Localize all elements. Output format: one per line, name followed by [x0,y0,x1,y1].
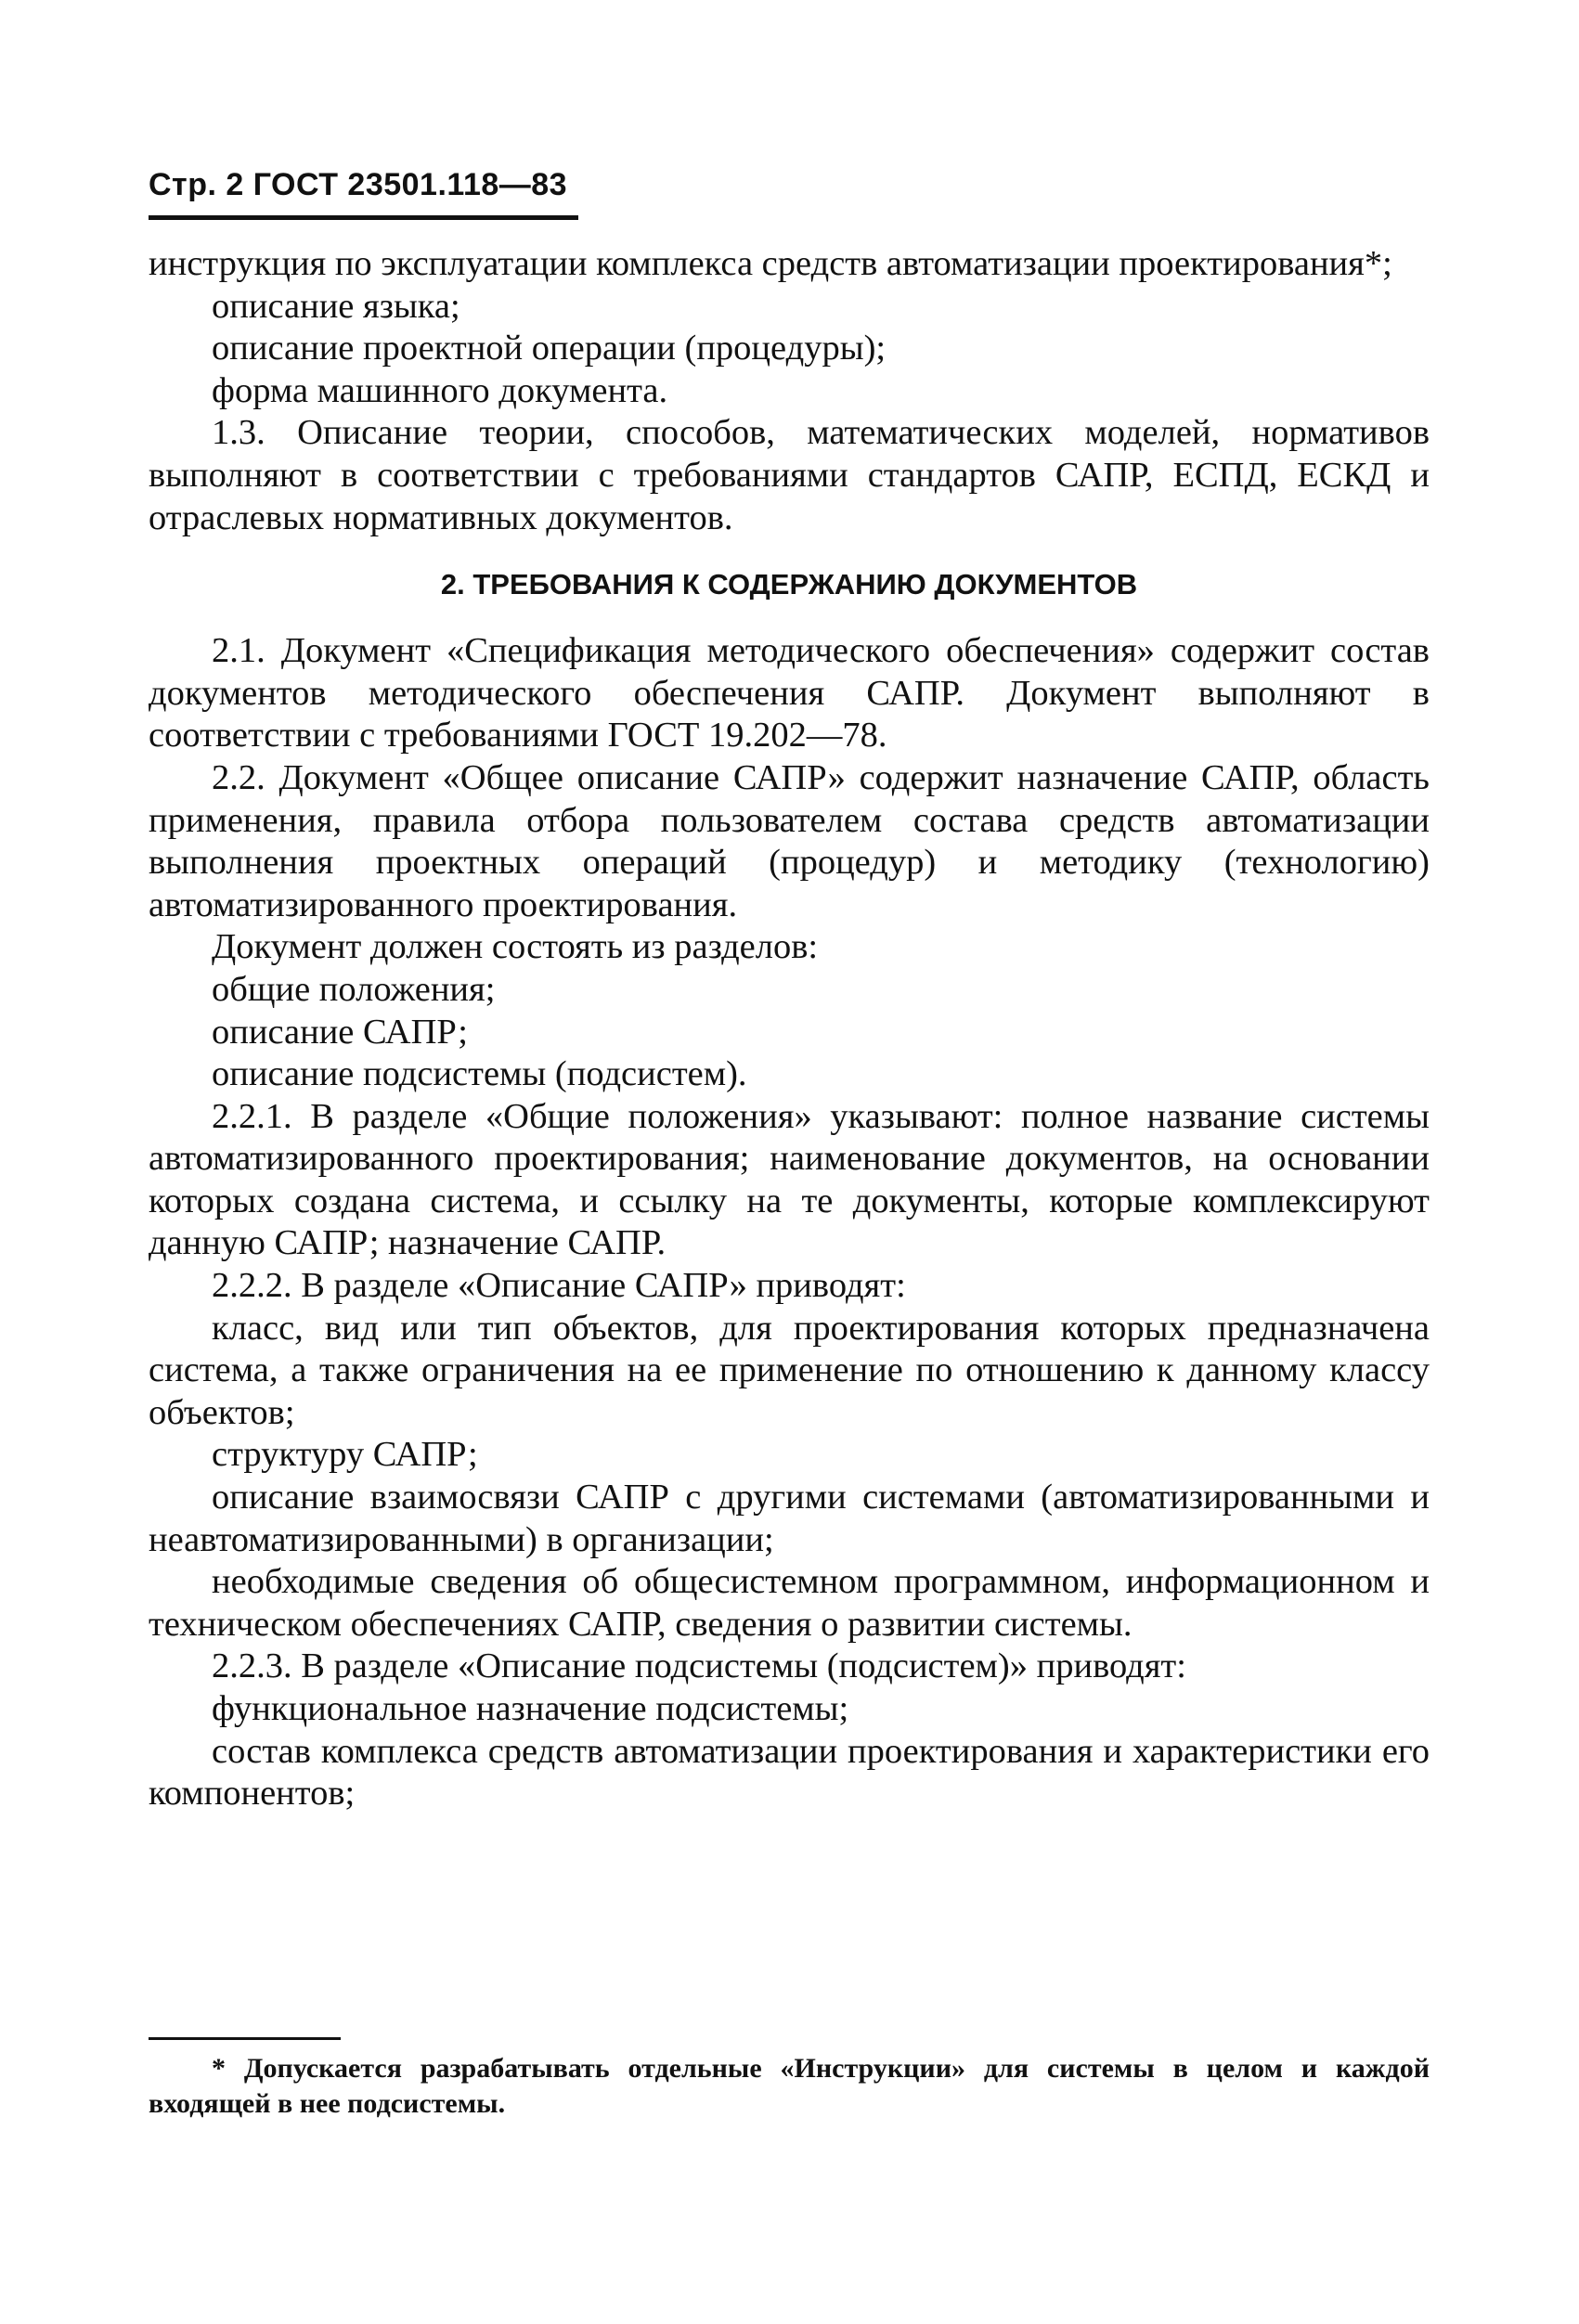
page-header: Стр. 2 ГОСТ 23501.118—83 [149,167,568,202]
clause-2-2-3: 2.2.3. В разделе «Описание подсистемы (подсистем)» приводят: [212,1646,1186,1686]
list-item: класс, вид или тип объектов, для проектирования которых предназначена система, а также ограничения на ее применение по отношению к данному классу объектов; [149,1308,1430,1432]
clause-2-2: 2.2. Документ «Общее описание САПР» содержит назначение САПР, область применения, правила отбора пользователем состава средств автоматизации выполнения проектных операций (процедур) и методику (технологию) автоматизированного проектирования. [149,757,1430,924]
header-rule [149,215,578,220]
footnote: * Допускается разрабатывать отдельные «Инструкции» для системы в целом и каждой входящей в нее подсистемы. [149,2053,1430,2119]
body-line: форма машинного документа. [212,370,668,410]
footnote-rule [149,2037,341,2040]
list-item: описание САПР; [212,1012,468,1052]
body-line: инструкция по эксплуатации комплекса средств автоматизации проектирования*; [149,244,1392,283]
clause-2-2-1: 2.2.1. В разделе «Общие положения» указывают: полное название системы автоматизированного проектирования; наименование документов, на основании которых создана система, и ссылку на те документы, которые комплексируют данную САПР; назначение САПР. [149,1096,1430,1263]
body-line: описание проектной операции (процедуры); [212,329,887,368]
page-body [149,243,1430,1815]
clause-1-3: 1.3. Описание теории, способов, математических моделей, нормативов выполняют в соответствии с требованиями стандартов САПР, ЕСПД, ЕСКД и отраслевых нормативных документов. [149,413,1430,537]
body-line: описание языка; [212,286,460,326]
list-item: общие положения; [212,969,496,1009]
clause-2-1: 2.1. Документ «Спецификация методического обеспечения» содержит состав документов методического обеспечения САПР. Документ выполняют в соответствии с требованиями ГОСТ 19.202—78. [149,631,1430,755]
list-item: описание взаимосвязи САПР с другими системами (автоматизированными и неавтоматизированными) в организации; [149,1478,1430,1559]
list-item: необходимые сведения об общесистемном программном, информационном и техническом обеспечениях САПР, сведения о развитии системы. [149,1562,1430,1644]
list-item: описание подсистемы (подсистем). [212,1054,747,1094]
list-item: состав комплекса средств автоматизации проектирования и характеристики его компонентов; [149,1731,1430,1814]
list-item: функциональное назначение подсистемы; [212,1689,849,1728]
list-item: структуру САПР; [212,1435,478,1475]
body-line: Документ должен состоять из разделов: [212,927,819,967]
clause-2-2-2: 2.2.2. В разделе «Описание САПР» приводят: [212,1266,906,1306]
section-title: 2. ТРЕБОВАНИЯ К СОДЕРЖАНИЮ ДОКУМЕНТОВ [440,568,1138,601]
